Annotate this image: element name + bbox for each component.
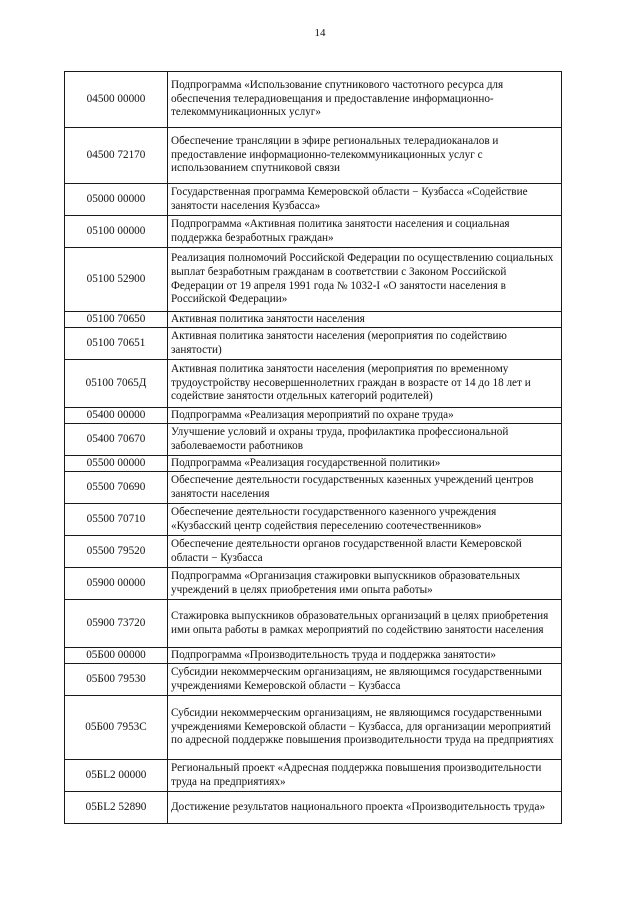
- table-body: [65, 72, 562, 824]
- row-code: 04500 00000: [65, 72, 168, 128]
- table-row: [65, 424, 562, 456]
- row-description: Подпрограмма «Реализация государственной политики»: [168, 456, 562, 472]
- row-description: Достижение результатов национального проекта «Производительность труда»: [168, 792, 562, 824]
- row-code: 05900 00000: [65, 568, 168, 600]
- row-description: Подпрограмма «Использование спутникового частотного ресурса для обеспечения телерадиовещания и предоставление информационно-телекоммуникационных услуг»: [168, 72, 562, 128]
- row-description: Субсидии некоммерческим организациям, не являющимся государственными учреждениями Кемеровской области − Кузбасса, для организации мероприятий по адресной поддержке повышения производительности труда на предприятиях: [168, 696, 562, 760]
- row-description: Обеспечение деятельности государственного казенного учреждения «Кузбасский центр содействия переселению соотечественников»: [168, 504, 562, 536]
- table-row: [65, 312, 562, 328]
- table-row: [65, 456, 562, 472]
- row-code: 05Б00 00000: [65, 648, 168, 664]
- row-code: 05000 00000: [65, 184, 168, 216]
- table-row: [65, 696, 562, 760]
- table-row: [65, 184, 562, 216]
- row-description: Подпрограмма «Организация стажировки выпускников образовательных учреждений в целях приобретения ими опыта работы»: [168, 568, 562, 600]
- row-code: 05900 73720: [65, 600, 168, 648]
- table-row: [65, 248, 562, 312]
- row-description: Подпрограмма «Активная политика занятости населения и социальная поддержка безработных граждан»: [168, 216, 562, 248]
- table-row: [65, 792, 562, 824]
- row-description: Подпрограмма «Производительность труда и поддержка занятости»: [168, 648, 562, 664]
- table-row: [65, 504, 562, 536]
- table-row: [65, 760, 562, 792]
- table-row: [65, 664, 562, 696]
- row-code: 05БL2 52890: [65, 792, 168, 824]
- row-code: 04500 72170: [65, 128, 168, 184]
- row-description: Активная политика занятости населения: [168, 312, 562, 328]
- row-description: Подпрограмма «Реализация мероприятий по охране труда»: [168, 408, 562, 424]
- table-row: [65, 536, 562, 568]
- row-code: 05100 7065Д: [65, 360, 168, 408]
- row-code: 05400 70670: [65, 424, 168, 456]
- row-code: 05100 70650: [65, 312, 168, 328]
- row-code: 05100 00000: [65, 216, 168, 248]
- table-row: [65, 472, 562, 504]
- row-code: 05500 79520: [65, 536, 168, 568]
- row-description: Обеспечение трансляции в эфире региональных телерадиоканалов и предоставление информационно-телекоммуникационных услуг с использованием спутниковой связи: [168, 128, 562, 184]
- table-row: [65, 408, 562, 424]
- table-row: [65, 600, 562, 648]
- row-code: 05500 00000: [65, 456, 168, 472]
- table-row: [65, 360, 562, 408]
- row-code: 05Б00 7953С: [65, 696, 168, 760]
- row-code: 05100 52900: [65, 248, 168, 312]
- row-description: Государственная программа Кемеровской области − Кузбасса «Содействие занятости населения Кузбасса»: [168, 184, 562, 216]
- table-row: [65, 328, 562, 360]
- row-description: Улучшение условий и охраны труда, профилактика профессиональной заболеваемости работников: [168, 424, 562, 456]
- table-row: [65, 216, 562, 248]
- table-row: [65, 648, 562, 664]
- row-description: Региональный проект «Адресная поддержка повышения производительности труда на предприятиях»: [168, 760, 562, 792]
- row-code: 05500 70690: [65, 472, 168, 504]
- budget-classification-table: [64, 71, 562, 824]
- row-code: 05400 00000: [65, 408, 168, 424]
- page-number: 14: [314, 27, 326, 39]
- row-description: Обеспечение деятельности органов государственной власти Кемеровской области − Кузбасса: [168, 536, 562, 568]
- row-description: Реализация полномочий Российской Федерации по осуществлению социальных выплат безработным гражданам в соответствии с Законом Российской Федерации от 19 апреля 1991 года № 1032-I «О занятости населения в Российской Федерации»: [168, 248, 562, 312]
- row-description: Субсидии некоммерческим организациям, не являющимся государственными учреждениями Кемеровской области − Кузбасса: [168, 664, 562, 696]
- row-code: 05500 70710: [65, 504, 168, 536]
- row-code: 05Б00 79530: [65, 664, 168, 696]
- row-description: Активная политика занятости населения (мероприятия по временному трудоустройству несовершеннолетних граждан в возрасте от 14 до 18 лет и содействие занятости отдельных категорий родителей): [168, 360, 562, 408]
- row-code: 05БL2 00000: [65, 760, 168, 792]
- row-description: Активная политика занятости населения (мероприятия по содействию занятости): [168, 328, 562, 360]
- table-row: [65, 128, 562, 184]
- table-row: [65, 72, 562, 128]
- table-row: [65, 568, 562, 600]
- row-description: Стажировка выпускников образовательных организаций в целях приобретения ими опыта работы в рамках мероприятий по содействию занятости населения: [168, 600, 562, 648]
- row-description: Обеспечение деятельности государственных казенных учреждений центров занятости населения: [168, 472, 562, 504]
- row-code: 05100 70651: [65, 328, 168, 360]
